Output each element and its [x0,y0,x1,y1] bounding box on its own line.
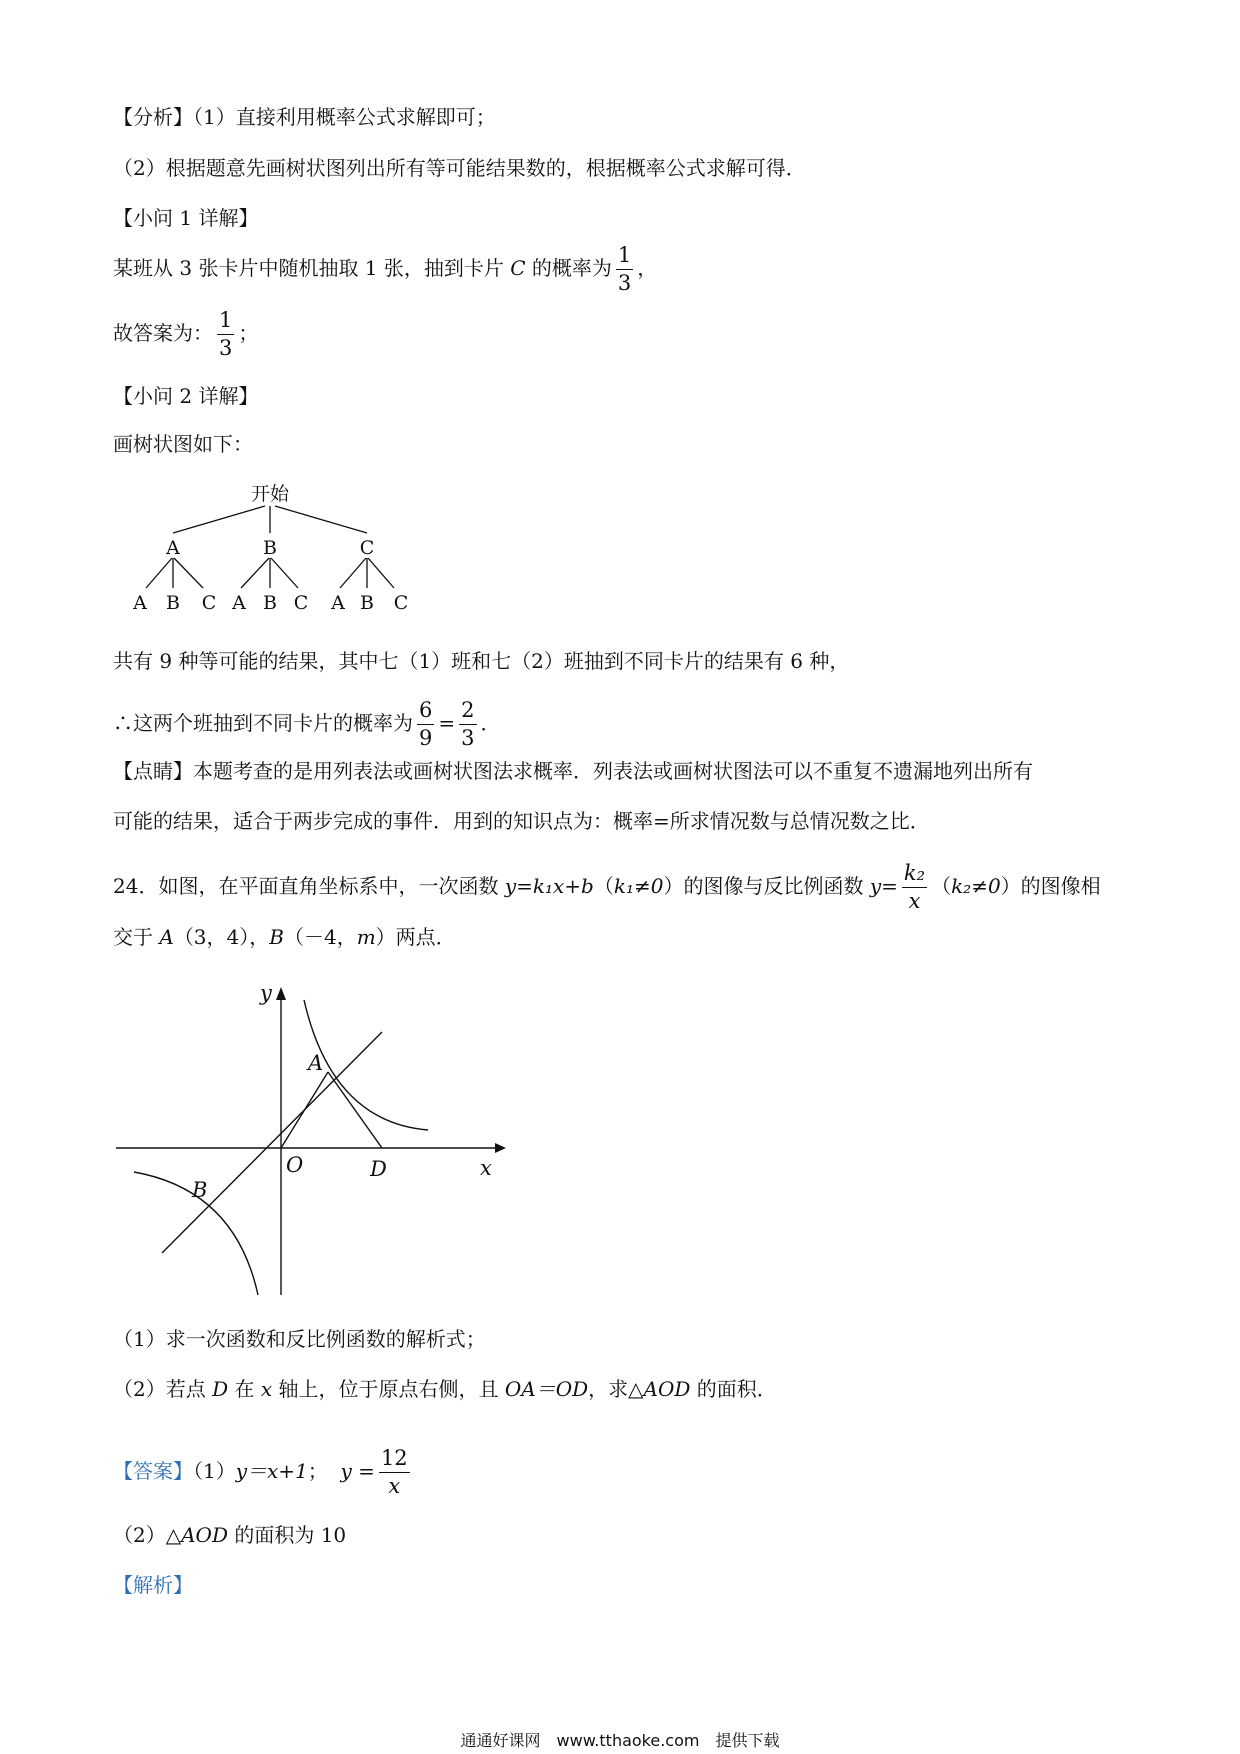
fraction-one-third-answer: $\frac{1}{3}$ [219,308,233,360]
answer-text: 的面积为 10 [227,1523,347,1547]
tree-node-a: A [166,537,180,559]
comment-line-1: 【点睛】本题考查的是用列表法或画树状图法求概率．列表法或画树状图法可以不重复不遗漏地列出所有 [113,759,1033,783]
p24-text: ）两点． [375,925,456,949]
p24-text: （3，4）， [173,925,270,949]
tree-leaf: A [133,592,147,614]
q1-var-c: C [510,256,526,280]
analysis-label: 【分析】 [113,105,193,129]
q2-conclusion-text: ∴这两个班抽到不同卡片的概率为 [113,711,413,735]
q2-conclusion [113,700,501,749]
fraction-k2-over-x: $\frac{\text{k₂}}{x}$ [903,861,926,913]
q2-intro: 画树状图如下： [113,432,253,456]
answer-y: y = [340,1459,375,1483]
p24-text: ）的图像与反比例函数 [663,874,870,898]
answer-text: （1） [193,1459,236,1483]
tree-root: 开始 [250,483,290,505]
point-b-label: B [269,925,284,949]
analysis-text-1: （1）直接利用概率公式求解即可； [193,105,496,129]
x-axis-label: x [480,1156,492,1180]
equals-sign: = [438,711,456,735]
tree-leaf: B [360,592,374,614]
p24-text: ）的图像相 [1000,874,1101,898]
q1-heading: 【小问 1 详解】 [113,206,259,230]
p24-y: y= [869,874,898,898]
fraction-one-third: $\frac{1}{3}$ [617,243,632,295]
analysis-line-1 [113,104,496,130]
tree-leaf: C [201,592,217,614]
problem24-line-1 [113,863,1101,912]
q1-text-mid: 的概率为 [525,256,612,280]
coordinate-graph [100,970,520,1310]
tree-node-c: C [359,537,375,559]
tree-diagram [115,478,435,623]
sq2-oa-od: OA＝OD [504,1377,589,1401]
analysis-line-2: （2）根据题意先画树状图列出所有等可能结果数的，根据概率公式求解可得． [113,156,806,180]
sq2-text: ，求△ [588,1377,644,1401]
q2-conclusion-end: ． [480,711,501,735]
q2-heading: 【小问 2 详解】 [113,384,259,408]
q2-result: 共有 9 种等可能的结果，其中七（1）班和七（2）班抽到不同卡片的结果有 6 种， [113,649,850,673]
sq2-aod: AOD [643,1377,691,1401]
p24-cond2: k₂≠0 [951,874,1001,898]
sq2-d: D [212,1377,229,1401]
tree-node-b: B [263,537,277,559]
q1-sentence [113,245,657,294]
graph-point-a: A [308,1051,324,1075]
sq2-x: x [260,1377,273,1401]
tree-leaf: A [232,592,246,614]
sq2-text: （2）若点 [113,1377,213,1401]
point-a-label: A [159,925,174,949]
q1-answer-end: ； [238,321,259,345]
p24-cond: k₁≠0 [613,874,664,898]
p24-text: （ [593,874,614,898]
answer-linear: y＝x+1 [235,1459,308,1483]
sq2-text: 轴上，位于原点右侧，且 [272,1377,505,1401]
answer-line-1 [113,1448,414,1497]
solution-label: 【解析】 [113,1573,193,1597]
p24-text: 24．如图，在平面直角坐标系中，一次函数 [113,874,505,898]
answer-text: ； [307,1459,328,1483]
p24-text: （－4， [283,925,357,949]
answer-aod: AOD [181,1523,228,1547]
q1-text: 某班从 3 张卡片中随机抽取 1 张，抽到卡片 [113,256,511,280]
sq2-text: 的面积． [690,1377,777,1401]
graph-origin-o: O [286,1153,304,1177]
tree-leaf: C [393,592,409,614]
tree-leaf: C [293,592,309,614]
q1-answer-label: 故答案为： [113,321,213,345]
q1-text-end: ， [637,256,658,280]
y-axis-label: y [260,981,272,1005]
fraction-12-over-x: $\frac{12}{x}$ [380,1446,408,1498]
tree-leaf: A [331,592,345,614]
fraction-six-ninths: $\frac{6}{9}$ [419,698,433,750]
var-m: m [356,925,376,949]
sub-question-2 [113,1376,777,1402]
p24-text: 交于 [113,925,160,949]
p24-linear-formula: y=k₁x+b [504,874,594,898]
answer-text: （2）△ [113,1523,182,1547]
q1-answer [113,310,258,359]
tree-leaf: B [263,592,277,614]
fraction-two-thirds: $\frac{2}{3}$ [461,698,475,750]
graph-point-d: D [370,1157,387,1181]
graph-point-b: B [192,1178,208,1202]
tree-leaf: B [166,592,180,614]
comment-line-2: 可能的结果，适合于两步完成的事件．用到的知识点为：概率=所求情况数与总情况数之比． [113,809,930,833]
problem24-line-2 [113,924,456,950]
p24-text: （ [931,874,952,898]
sub-question-1: （1）求一次函数和反比例函数的解析式； [113,1327,486,1351]
answer-line-2 [113,1522,346,1548]
sq2-text: 在 [228,1377,261,1401]
footer-text: 通通好课网 www.tthaoke.com 提供下载 [460,1731,780,1750]
answer-label: 【答案】 [113,1459,193,1483]
